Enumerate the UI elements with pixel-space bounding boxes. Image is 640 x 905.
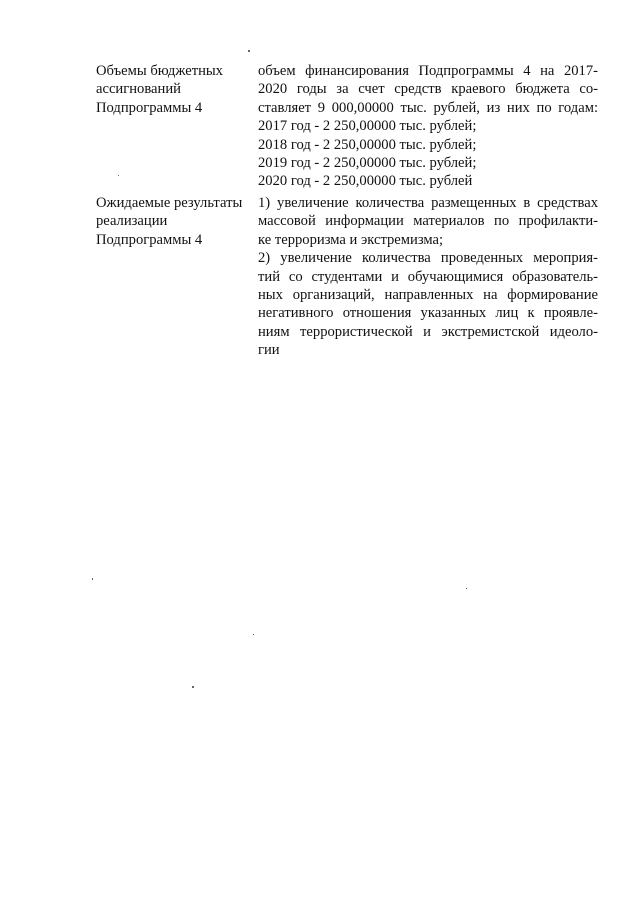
label-line: Подпрограммы 4 (96, 99, 203, 116)
label-line: Объемы бюджетных (96, 63, 223, 79)
value-line: массовой информации материалов по профилакти- (258, 213, 598, 230)
scan-speck (253, 634, 254, 635)
value-line: 2020 год - 2 250,00000 тыс. рублей (258, 173, 473, 190)
value-line: 1) увеличение количества размещенных в средствах (258, 195, 598, 211)
scan-speck (248, 50, 250, 52)
scan-speck (192, 686, 194, 688)
value-line: 2017 год - 2 250,00000 тыс. рублей; (258, 118, 477, 135)
value-line: 2019 год - 2 250,00000 тыс. рублей; (258, 155, 477, 172)
value-line: ниям террористической и экстремистской идеоло- (258, 323, 598, 340)
value-line: объем финансирования Подпрограммы 4 на 2017- (258, 63, 598, 79)
budget-label (96, 62, 254, 117)
scan-speck (466, 588, 467, 589)
scan-speck (118, 175, 119, 176)
value-line: ке терроризма и экстремизма; (258, 231, 444, 248)
value-line: негативного отношения указанных лиц к проявле- (258, 305, 598, 322)
label-line: ассигнований (96, 81, 181, 98)
value-line: 2020 годы за счет средств краевого бюджета со- (258, 81, 598, 98)
label-line: реализации (96, 213, 168, 230)
value-line: тий со студентами и обучающимися образователь- (258, 268, 598, 285)
value-line: 2018 год - 2 250,00000 тыс. рублей; (258, 136, 477, 153)
scan-speck (92, 578, 93, 580)
value-line: гии (258, 342, 280, 359)
value-line: ставляет 9 000,00000 тыс. рублей, из них по годам: (258, 99, 598, 116)
label-line: Ожидаемые результаты (96, 195, 243, 211)
results-value (258, 194, 598, 360)
budget-value (258, 62, 598, 191)
label-line: Подпрограммы 4 (96, 231, 203, 248)
value-line: ных организаций, направленных на формирование (258, 287, 598, 304)
results-label (96, 194, 254, 249)
value-line: 2) увеличение количества проведенных мероприя- (258, 250, 598, 267)
